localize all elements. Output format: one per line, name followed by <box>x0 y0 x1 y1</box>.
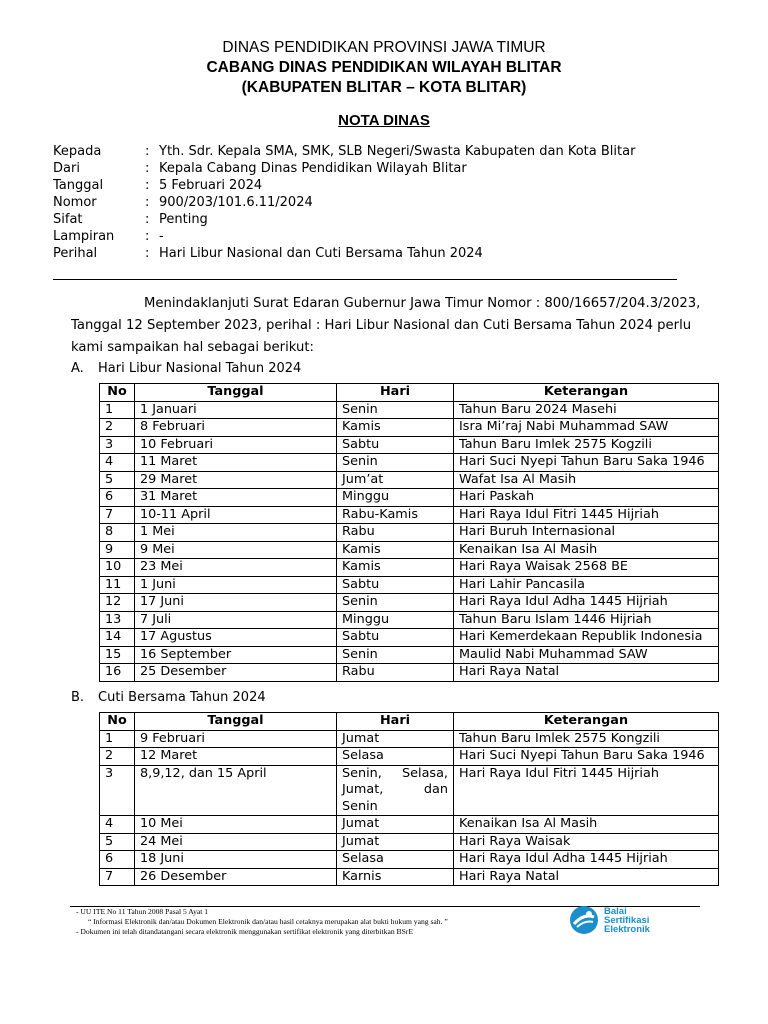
table-row <box>100 524 719 542</box>
cell-hari: Senin <box>337 594 454 612</box>
cell-no: 4 <box>100 454 135 472</box>
meta-value: Kepala Cabang Dinas Pendidikan Wilayah Blitar <box>159 161 467 176</box>
cell-keterangan: Hari Raya Idul Fitri 1445 Hijriah <box>454 506 719 524</box>
logo-line-3: Elektronik <box>604 923 650 935</box>
cell-keterangan: Hari Lahir Pancasila <box>454 576 719 594</box>
cell-tanggal: 29 Maret <box>135 471 337 489</box>
table-row <box>100 646 719 664</box>
joint-leave-table <box>99 712 719 886</box>
table-row <box>100 664 719 682</box>
table-row <box>100 765 719 816</box>
table-row <box>100 851 719 869</box>
footer-quote: “ Informasi Elektronik dan/atau Dokumen Elektronik dan/atau hasil cetaknya merupakan alat bukti hukum yang sah. ” <box>88 917 448 926</box>
cell-keterangan: Tahun Baru 2024 Masehi <box>454 401 719 419</box>
cell-tanggal: 10-11 April <box>135 506 337 524</box>
table-row <box>100 454 719 472</box>
meta-value: 900/203/101.6.11/2024 <box>159 195 313 210</box>
table-row <box>100 541 719 559</box>
meta-colon: : <box>145 161 150 176</box>
cell-hari: Rabu <box>337 524 454 542</box>
meta-value: - <box>159 229 164 244</box>
meta-value: Penting <box>159 212 208 227</box>
meta-label: Tanggal <box>53 178 104 193</box>
meta-label: Kepada <box>53 144 102 159</box>
cell-hari: Sabtu <box>337 576 454 594</box>
meta-colon: : <box>145 246 150 261</box>
cell-keterangan: Hari Raya Waisak <box>454 833 719 851</box>
cell-hari: Jumat <box>337 833 454 851</box>
cell-keterangan: Hari Suci Nyepi Tahun Baru Saka 1946 <box>454 454 719 472</box>
bsre-logo-text <box>604 907 650 934</box>
cell-hari: Jumat <box>337 730 454 748</box>
meta-label: Sifat <box>53 212 83 227</box>
cell-keterangan: Maulid Nabi Muhammad SAW <box>454 646 719 664</box>
cell-hari: Senin, Selasa, Jumat, dan Senin <box>337 765 454 816</box>
cell-hari: Sabtu <box>337 436 454 454</box>
meta-value: Yth. Sdr. Kepala SMA, SMK, SLB Negeri/Swasta Kabupaten dan Kota Blitar <box>159 144 636 159</box>
cell-no: 3 <box>100 765 135 816</box>
meta-value: Hari Libur Nasional dan Cuti Bersama Tahun 2024 <box>159 246 483 261</box>
cell-keterangan: Isra Mi’raj Nabi Muhammad SAW <box>454 419 719 437</box>
cell-tanggal: 26 Desember <box>135 868 337 886</box>
cell-tanggal: 12 Maret <box>135 748 337 766</box>
table-row <box>100 489 719 507</box>
meta-colon: : <box>145 144 150 159</box>
cell-tanggal: 16 September <box>135 646 337 664</box>
cell-no: 2 <box>100 419 135 437</box>
col-hari: Hari <box>337 384 454 402</box>
cell-tanggal: 25 Desember <box>135 664 337 682</box>
meta-colon: : <box>145 229 150 244</box>
cell-tanggal: 9 Mei <box>135 541 337 559</box>
table-row <box>100 868 719 886</box>
cell-keterangan: Hari Raya Idul Adha 1445 Hijriah <box>454 851 719 869</box>
cell-no: 8 <box>100 524 135 542</box>
region-name: (KABUPATEN BLITAR – KOTA BLITAR) <box>241 79 527 96</box>
cell-no: 2 <box>100 748 135 766</box>
cell-tanggal: 1 Januari <box>135 401 337 419</box>
meta-label: Lampiran <box>53 229 115 244</box>
table-row <box>100 436 719 454</box>
cell-hari: Rabu-Kamis <box>337 506 454 524</box>
legal-footer <box>76 907 556 937</box>
bsre-logo <box>567 905 650 935</box>
cell-hari: Selasa <box>337 851 454 869</box>
footer-signature-note: - Dokumen ini telah ditandatangani secara elektronik menggunakan sertifikat elektronik yang diterbitkan BSrE <box>76 927 413 936</box>
table-row <box>100 559 719 577</box>
section-a-letter: A. <box>71 361 84 376</box>
cell-hari: Minggu <box>337 611 454 629</box>
logo-line-2: Sertifikasi <box>604 914 650 926</box>
cell-hari: Jumat <box>337 816 454 834</box>
col-keterangan: Keterangan <box>454 384 719 402</box>
body-line-2: Tanggal 12 September 2023, perihal : Hari Libur Nasional dan Cuti Bersama Tahun 2024 perlu <box>71 318 692 333</box>
cell-keterangan: Wafat Isa Al Masih <box>454 471 719 489</box>
table-row <box>100 611 719 629</box>
cell-no: 3 <box>100 436 135 454</box>
cell-no: 12 <box>100 594 135 612</box>
cell-no: 6 <box>100 489 135 507</box>
cell-tanggal: 24 Mei <box>135 833 337 851</box>
footer-law: - UU ITE No 11 Tahun 2008 Pasal 5 Ayat 1 <box>76 907 209 916</box>
cell-hari: Kamis <box>337 419 454 437</box>
cell-hari: Jum’at <box>337 471 454 489</box>
cell-keterangan: Hari Kemerdekaan Republik Indonesia <box>454 629 719 647</box>
cell-no: 6 <box>100 851 135 869</box>
cell-tanggal: 17 Agustus <box>135 629 337 647</box>
cell-keterangan: Tahun Baru Imlek 2575 Kogzili <box>454 436 719 454</box>
cell-no: 5 <box>100 833 135 851</box>
meta-label: Dari <box>53 161 80 176</box>
cell-keterangan: Hari Buruh Internasional <box>454 524 719 542</box>
cell-no: 10 <box>100 559 135 577</box>
cell-hari: Senin <box>337 401 454 419</box>
cell-tanggal: 11 Maret <box>135 454 337 472</box>
section-a-heading <box>71 361 301 376</box>
document-title: NOTA DINAS <box>338 112 430 129</box>
meta-value: 5 Februari 2024 <box>159 178 263 193</box>
table-row <box>100 816 719 834</box>
cell-keterangan: Hari Paskah <box>454 489 719 507</box>
table-row <box>100 471 719 489</box>
meta-colon: : <box>145 178 150 193</box>
table-row <box>100 506 719 524</box>
cell-keterangan: Kenaikan Isa Al Masih <box>454 816 719 834</box>
cell-tanggal: 10 Mei <box>135 816 337 834</box>
cell-keterangan: Hari Raya Idul Fitri 1445 Hijriah <box>454 765 719 816</box>
col-tanggal: Tanggal <box>135 384 337 402</box>
meta-colon: : <box>145 212 150 227</box>
cell-hari: Selasa <box>337 748 454 766</box>
body-line-1: Menindaklanjuti Surat Edaran Gubernur Jawa Timur Nomor : 800/16657/204.3/2023, <box>144 296 701 311</box>
meta-label: Perihal <box>53 246 98 261</box>
cell-hari: Karnis <box>337 868 454 886</box>
section-a-title: Hari Libur Nasional Tahun 2024 <box>98 361 302 376</box>
cell-keterangan: Hari Raya Idul Adha 1445 Hijriah <box>454 594 719 612</box>
letterhead <box>0 38 768 98</box>
cell-tanggal: 10 Februari <box>135 436 337 454</box>
table-row <box>100 730 719 748</box>
section-b-title: Cuti Bersama Tahun 2024 <box>98 690 266 705</box>
cell-hari: Senin <box>337 646 454 664</box>
logo-line-1: Balai <box>604 905 627 917</box>
table-row <box>100 833 719 851</box>
cell-no: 11 <box>100 576 135 594</box>
col-tanggal: Tanggal <box>135 713 337 731</box>
col-keterangan: Keterangan <box>454 713 719 731</box>
cell-keterangan: Tahun Baru Imlek 2575 Kongzili <box>454 730 719 748</box>
cell-no: 1 <box>100 730 135 748</box>
cell-tanggal: 23 Mei <box>135 559 337 577</box>
cell-keterangan: Tahun Baru Islam 1446 Hijriah <box>454 611 719 629</box>
cell-no: 7 <box>100 868 135 886</box>
cell-no: 1 <box>100 401 135 419</box>
table-row <box>100 576 719 594</box>
cell-hari: Senin <box>337 454 454 472</box>
cell-hari: Kamis <box>337 541 454 559</box>
cell-tanggal: 18 Juni <box>135 851 337 869</box>
cell-keterangan: Hari Raya Waisak 2568 BE <box>454 559 719 577</box>
cell-no: 7 <box>100 506 135 524</box>
cell-keterangan: Kenaikan Isa Al Masih <box>454 541 719 559</box>
cell-tanggal: 31 Maret <box>135 489 337 507</box>
cell-hari: Kamis <box>337 559 454 577</box>
cell-tanggal: 7 Juli <box>135 611 337 629</box>
cell-tanggal: 1 Juni <box>135 576 337 594</box>
cell-hari: Minggu <box>337 489 454 507</box>
cell-no: 5 <box>100 471 135 489</box>
col-hari: Hari <box>337 713 454 731</box>
cell-hari: Rabu <box>337 664 454 682</box>
table-row <box>100 629 719 647</box>
cell-tanggal: 8 Februari <box>135 419 337 437</box>
col-no: No <box>100 713 135 731</box>
cell-tanggal: 17 Juni <box>135 594 337 612</box>
cell-no: 16 <box>100 664 135 682</box>
cell-hari: Sabtu <box>337 629 454 647</box>
header-divider <box>53 279 677 280</box>
section-b-heading <box>71 690 266 705</box>
agency-name: DINAS PENDIDIKAN PROVINSI JAWA TIMUR <box>222 39 546 56</box>
meta-label: Nomor <box>53 195 97 210</box>
body-paragraph <box>71 293 721 359</box>
cell-keterangan: Hari Suci Nyepi Tahun Baru Saka 1946 <box>454 748 719 766</box>
cell-tanggal: 1 Mei <box>135 524 337 542</box>
col-no: No <box>100 384 135 402</box>
cell-no: 15 <box>100 646 135 664</box>
cell-no: 14 <box>100 629 135 647</box>
cell-no: 13 <box>100 611 135 629</box>
table-row <box>100 748 719 766</box>
body-line-3: kami sampaikan hal sebagai berikut: <box>71 340 314 355</box>
cell-keterangan: Hari Raya Natal <box>454 868 719 886</box>
cell-tanggal: 8,9,12, dan 15 April <box>135 765 337 816</box>
cell-keterangan: Hari Raya Natal <box>454 664 719 682</box>
cell-no: 4 <box>100 816 135 834</box>
table-row <box>100 594 719 612</box>
national-holidays-table <box>99 383 719 682</box>
cell-no: 9 <box>100 541 135 559</box>
section-b-letter: B. <box>71 690 85 705</box>
table-row <box>100 419 719 437</box>
meta-colon: : <box>145 195 150 210</box>
cell-tanggal: 9 Februari <box>135 730 337 748</box>
branch-name: CABANG DINAS PENDIDIKAN WILAYAH BLITAR <box>206 59 562 76</box>
bsre-logo-icon <box>567 905 601 935</box>
table-row <box>100 401 719 419</box>
